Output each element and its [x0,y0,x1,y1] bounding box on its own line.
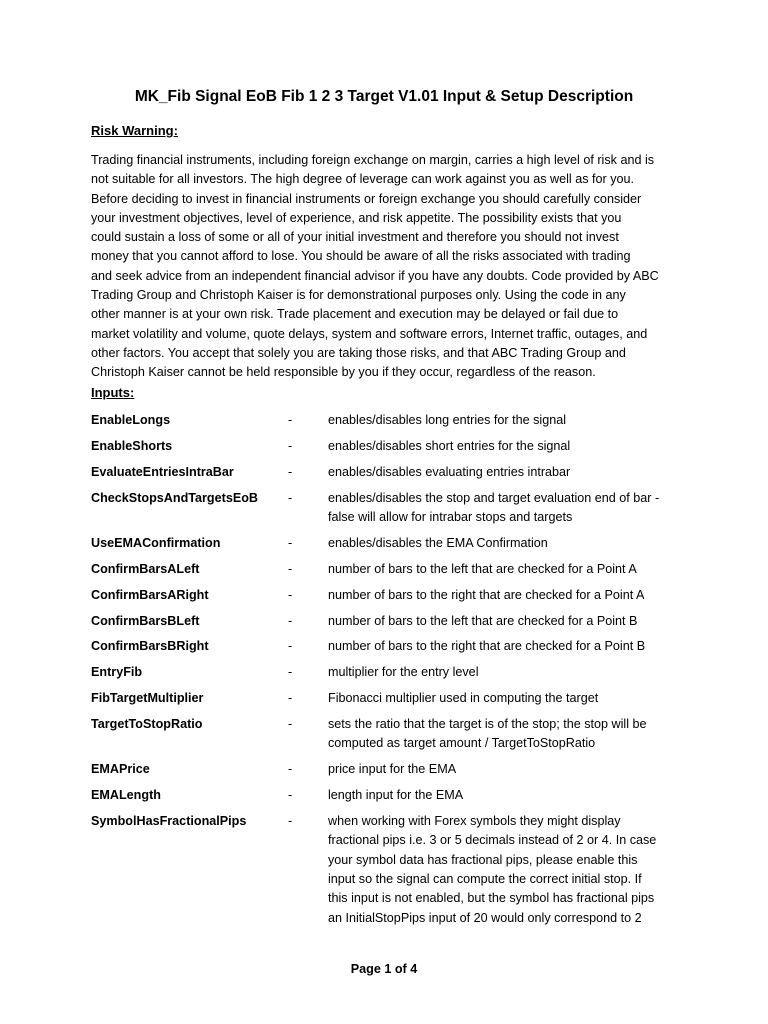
input-name: ConfirmBarsBRight [91,639,209,654]
input-row [91,489,691,528]
input-description: enables/disables the stop and target evaluation end of bar - false will allow for intrabar stops and targets [328,490,660,524]
input-separator: - [288,665,293,680]
inputs-heading: Inputs: [91,385,135,400]
input-row [91,637,691,656]
input-separator: - [288,587,293,602]
input-separator: - [288,438,293,453]
input-name: EvaluateEntriesIntraBar [91,464,234,479]
input-name: EMALength [91,788,161,803]
input-description: price input for the EMA [328,762,457,777]
input-description: enables/disables long entries for the signal [328,413,567,427]
risk-warning-text: Trading financial instruments, including foreign exchange on margin, carries a high level of risk and is not suitable for all investors. The high degree of leverage can work against you as well as for you. Before deciding to invest in financial instruments or foreign exchange you should carefully consider your investment objectives, level of experience, and risk appetite. The possibility exists that you could sustain a loss of some or all of your initial investment and therefore you should not invest money that you cannot afford to lose. You should be aware of all the risks associated with trading and seek advice from an independent financial advisor if you have any doubts. Code provided by ABC Trading Group and Christoph Kaiser is for demonstrational purposes only. Using the code in any other manner is at your own risk. Trade placement and execution may be delayed or fail due to market volatility and volume, quote delays, system and software errors, Internet traffic, outages, and other factors. You accept that solely you are taking those risks, and that ABC Trading Group and Christoph Kaiser cannot be held responsible by you if they occur, regardless of the reason. [91,153,659,380]
input-description: when working with Forex symbols they might display fractional pips i.e. 3 or 5 decimals instead of 2 or 4. In case your symbol data has fractional pips, please enable this input so the signal can compute the correct initial stop. If this input is not enabled, but the symbol has fractional pips an InitialStopPips input of 20 would only correspond to 2 [328,814,657,925]
input-name: CheckStopsAndTargetsEoB [91,490,259,505]
input-separator: - [288,613,293,628]
input-separator: - [288,535,293,550]
input-name: TargetToStopRatio [91,717,203,732]
input-description: number of bars to the right that are checked for a Point A [328,587,645,602]
input-name: EnableLongs [91,413,171,427]
input-row [91,786,691,805]
input-description: number of bars to the left that are checked for a Point A [328,561,637,576]
input-separator: - [288,639,293,654]
input-name: ConfirmBarsBLeft [91,613,200,628]
input-row [91,586,691,605]
input-row [91,663,691,682]
page-title: MK_Fib Signal EoB Fib 1 2 3 Target V1.01 Input & Setup Description [134,88,634,105]
input-row [91,560,691,579]
input-separator: - [288,762,293,777]
input-separator: - [288,561,293,576]
input-description: enables/disables the EMA Confirmation [328,535,548,550]
input-separator: - [288,413,293,427]
inputs-list [91,411,691,934]
input-row [91,463,691,482]
input-row [91,760,691,779]
input-name: UseEMAConfirmation [91,535,221,550]
input-row [91,411,691,430]
input-row [91,534,691,553]
input-row [91,612,691,631]
input-name: FibTargetMultiplier [91,691,204,706]
input-row [91,689,691,708]
input-name: EntryFib [91,665,143,680]
input-description: sets the ratio that the target is of the stop; the stop will be computed as target amount / TargetToStopRatio [328,717,647,751]
input-separator: - [288,788,293,803]
input-description: enables/disables short entries for the signal [328,438,571,453]
input-description: number of bars to the right that are checked for a Point B [328,639,646,654]
input-description: number of bars to the left that are checked for a Point B [328,613,638,628]
input-name: EMAPrice [91,762,150,777]
input-separator: - [288,717,293,732]
input-name: SymbolHasFractionalPips [91,814,247,829]
input-row [91,812,691,928]
input-description: length input for the EMA [328,788,464,803]
input-name: EnableShorts [91,438,173,453]
input-description: Fibonacci multiplier used in computing the target [328,691,599,706]
input-separator: - [288,464,293,479]
input-row [91,437,691,456]
input-separator: - [288,490,293,505]
risk-warning-heading: Risk Warning: [91,123,178,138]
input-separator: - [288,814,293,829]
input-name: ConfirmBarsALeft [91,561,200,576]
input-row [91,715,691,754]
input-description: enables/disables evaluating entries intrabar [328,464,571,479]
input-separator: - [288,691,293,706]
input-name: ConfirmBarsARight [91,587,209,602]
input-description: multiplier for the entry level [328,665,479,680]
page-number: Page 1 of 4 [350,962,418,976]
